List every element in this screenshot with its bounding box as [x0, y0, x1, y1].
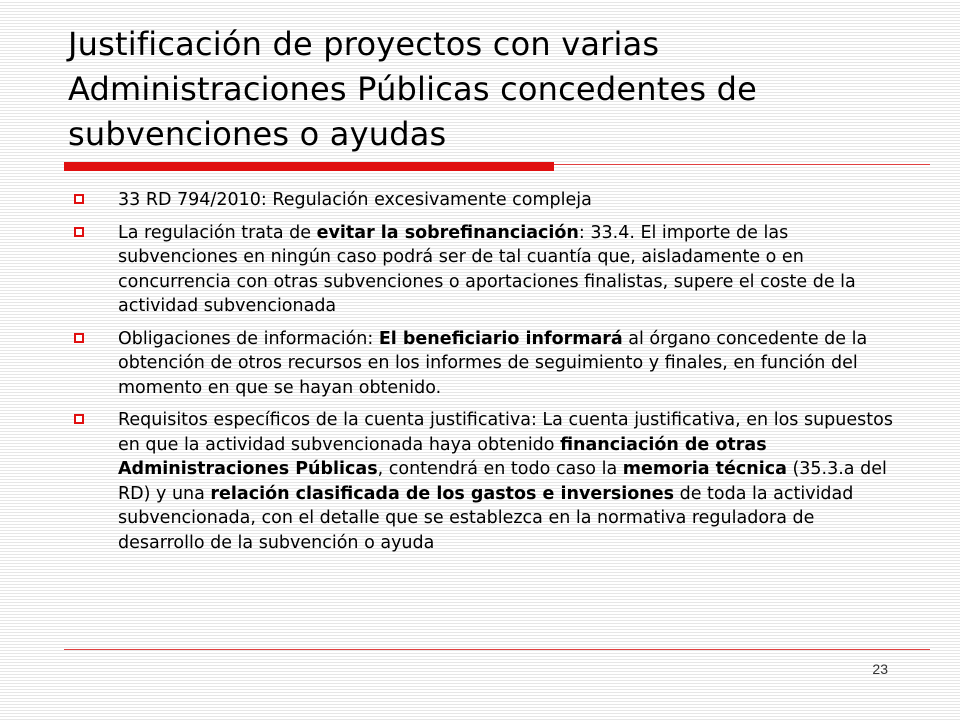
bullet-item: [70, 221, 900, 319]
bullet-text-segment: (35.3.a del RD) y una: [118, 459, 887, 504]
bullet-text: [118, 190, 592, 210]
bullet-text-segment: 33 RD 794/2010: Regulación excesivamente compleja: [118, 190, 592, 210]
square-bullet-icon: [74, 414, 84, 424]
square-bullet-icon: [74, 333, 84, 343]
bullet-text-segment: de toda la actividad subvencionada, con el detalle que se establezca en la normativa reguladora de desarrollo de la subvención o ayuda: [118, 483, 854, 553]
bullet-text: [118, 410, 893, 553]
bullet-text: [118, 223, 856, 317]
bullet-list: [70, 188, 900, 563]
bullet-text-emphasis: evitar la sobrefinanciación: [316, 222, 579, 243]
slide-title: Justificación de proyectos con varias Administraciones Públicas concedentes de subvenciones o ayudas: [68, 25, 757, 153]
bullet-text-segment: , contendrá en todo caso la: [377, 459, 623, 479]
bullet-text-segment: Requisitos específicos de la cuenta justificativa: La cuenta justificativa, en los supuestos en que la actividad subvencionada haya obtenido: [118, 410, 893, 455]
bullet-item: [70, 408, 900, 555]
title-underline-accent: [64, 162, 554, 171]
page-number: 23: [872, 661, 888, 677]
bullet-item: [70, 188, 900, 213]
bullet-text-emphasis: financiación de otras Administraciones Públicas: [118, 434, 767, 479]
bullet-item: [70, 327, 900, 401]
bullet-text: [118, 329, 867, 398]
bullet-text-segment: Obligaciones de información:: [118, 328, 379, 349]
bullet-text-emphasis: relación clasificada de los gastos e inversiones: [210, 483, 675, 504]
footer-divider: [64, 649, 930, 650]
bullet-text-segment: : 33.4. El importe de las subvenciones en ningún caso podrá ser de tal cuantía que, aisladamente o en concurrencia con otras subvenciones o aportaciones finalistas, supere el coste de la actividad subvencionada: [118, 222, 856, 316]
title-underline-thin: [554, 164, 930, 165]
bullet-text-segment: La regulación trata de: [118, 222, 317, 243]
bullet-text-emphasis: El beneficiario informará: [378, 328, 623, 349]
square-bullet-icon: [74, 227, 84, 237]
bullet-text-segment: al órgano concedente de la obtención de otros recursos en los informes de seguimiento y finales, en función del momento en que se hayan obtenido.: [118, 328, 868, 398]
square-bullet-icon: [74, 194, 84, 204]
bullet-text-emphasis: memoria técnica: [622, 459, 787, 479]
